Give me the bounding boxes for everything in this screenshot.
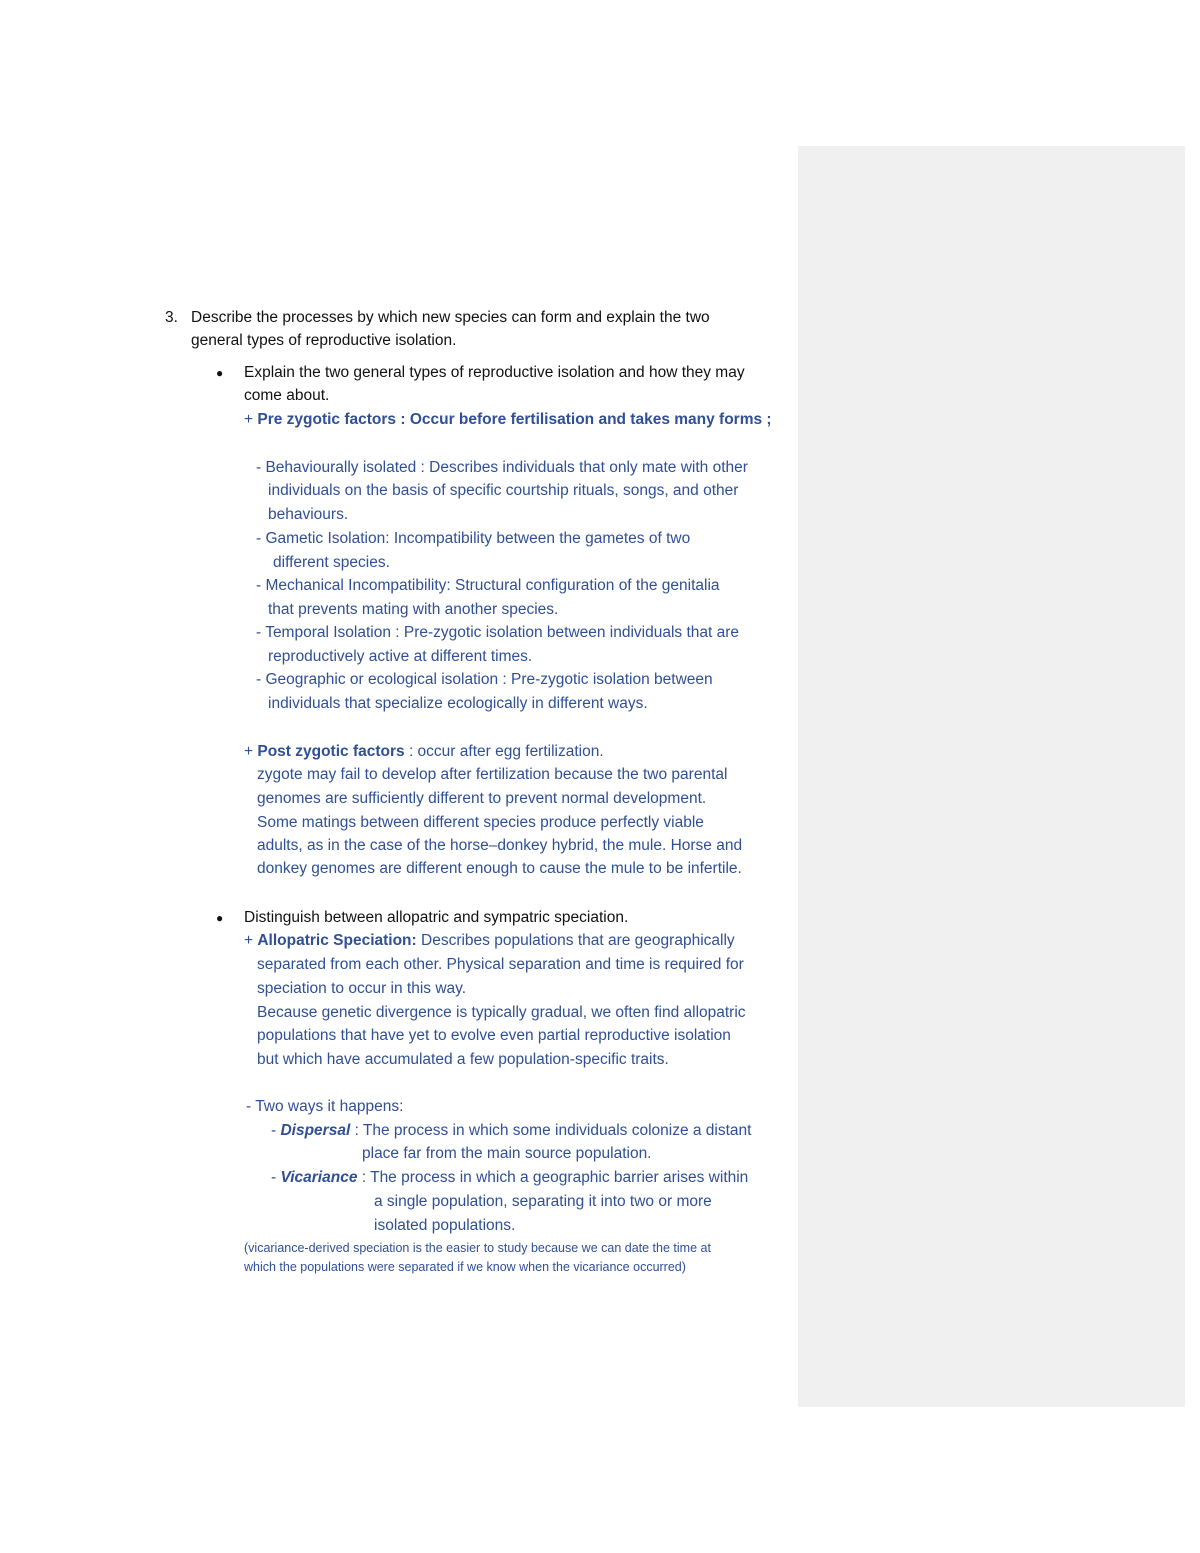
vicariance-rest: : The process in which a geographic barrier arises within xyxy=(361,1169,749,1186)
pre-item-temporal-line-1: - Temporal Isolation : Pre-zygotic isolation between individuals that are xyxy=(256,624,740,641)
pre-item-mechanical-line-2: that prevents mating with another species. xyxy=(268,601,559,618)
pre-item-behavioural-line-3: behaviours. xyxy=(268,506,349,523)
pre-item-mechanical-line-1: - Mechanical Incompatibility: Structural configuration of the genitalia xyxy=(256,577,720,594)
post-zygotic-rest: : occur after egg fertilization. xyxy=(404,743,604,760)
allopatric-line-4: populations that have yet to evolve even partial reproductive isolation xyxy=(257,1027,731,1044)
allopatric-prefix: + xyxy=(244,932,258,949)
section1-heading-line-1: Explain the two general types of reproductive isolation and how they may xyxy=(244,364,745,381)
pre-zygotic-heading xyxy=(244,410,772,430)
dispersal-line-2: place far from the main source population. xyxy=(362,1145,652,1162)
allopatric-heading xyxy=(244,931,735,951)
vicariance-label: Vicariance xyxy=(280,1169,362,1186)
allopatric-rest: Describes populations that are geographically xyxy=(416,932,735,949)
post-zygotic-line-5: donkey genomes are different enough to cause the mule to be infertile. xyxy=(257,860,742,877)
allopatric-line-5: but which have accumulated a few population-specific traits. xyxy=(257,1051,669,1068)
pre-item-gametic-line-1: - Gametic Isolation: Incompatibility between the gametes of two xyxy=(256,530,691,547)
dispersal-rest: : The process in which some individuals colonize a distant xyxy=(354,1122,752,1139)
pre-item-behavioural-line-2: individuals on the basis of specific courtship rituals, songs, and other xyxy=(268,482,739,499)
pre-zygotic-prefix: + xyxy=(244,411,258,428)
pre-item-gametic-line-2: different species. xyxy=(273,554,390,571)
vicariance-line-2: a single population, separating it into two or more xyxy=(374,1193,712,1210)
pre-item-geographic-line-2: individuals that specialize ecologically in different ways. xyxy=(268,695,648,712)
post-zygotic-line-4: adults, as in the case of the horse–donkey hybrid, the mule. Horse and xyxy=(257,837,743,854)
vicariance-line-3: isolated populations. xyxy=(374,1217,516,1234)
post-zygotic-line-3: Some matings between different species produce perfectly viable xyxy=(257,814,704,831)
dispersal-line-1 xyxy=(271,1121,751,1141)
vicariance-note-line-2: which the populations were separated if we know when the vicariance occurred) xyxy=(244,1260,686,1274)
bullet-icon: ● xyxy=(216,911,224,925)
section2-heading: Distinguish between allopatric and sympatric speciation. xyxy=(244,909,629,926)
question-number: 3. xyxy=(165,309,178,326)
allopatric-line-3: Because genetic divergence is typically gradual, we often find allopatric xyxy=(257,1004,746,1021)
post-zygotic-line-1: zygote may fail to develop after fertilization because the two parental xyxy=(257,766,728,783)
vicariance-note-line-1: (vicariance-derived speciation is the easier to study because we can date the time at xyxy=(244,1241,711,1255)
dispersal-label: Dispersal xyxy=(280,1122,355,1139)
post-zygotic-heading xyxy=(244,742,604,762)
vicariance-prefix: - xyxy=(271,1169,281,1186)
post-zygotic-label: Post zygotic factors xyxy=(257,743,405,760)
question-line-2: general types of reproductive isolation. xyxy=(191,332,457,349)
allopatric-label: Allopatric Speciation: xyxy=(257,932,417,949)
pre-item-temporal-line-2: reproductively active at different times. xyxy=(268,648,533,665)
allopatric-line-2: speciation to occur in this way. xyxy=(257,980,467,997)
pre-item-behavioural-line-1: - Behaviourally isolated : Describes individuals that only mate with other xyxy=(256,459,748,476)
post-zygotic-prefix: + xyxy=(244,743,258,760)
two-ways-heading: - Two ways it happens: xyxy=(246,1098,404,1115)
question-line-1: Describe the processes by which new species can form and explain the two xyxy=(191,309,710,326)
bullet-icon: ● xyxy=(216,366,224,380)
comment-pane xyxy=(798,146,1185,1407)
pre-zygotic-label: Pre zygotic factors : Occur before fertilisation and takes many forms ; xyxy=(257,411,772,428)
vicariance-line-1 xyxy=(271,1168,748,1188)
allopatric-line-1: separated from each other. Physical separation and time is required for xyxy=(257,956,744,973)
dispersal-prefix: - xyxy=(271,1122,281,1139)
section1-heading-line-2: come about. xyxy=(244,387,330,404)
pre-item-geographic-line-1: - Geographic or ecological isolation : Pre-zygotic isolation between xyxy=(256,671,713,688)
post-zygotic-line-2: genomes are sufficiently different to prevent normal development. xyxy=(257,790,707,807)
